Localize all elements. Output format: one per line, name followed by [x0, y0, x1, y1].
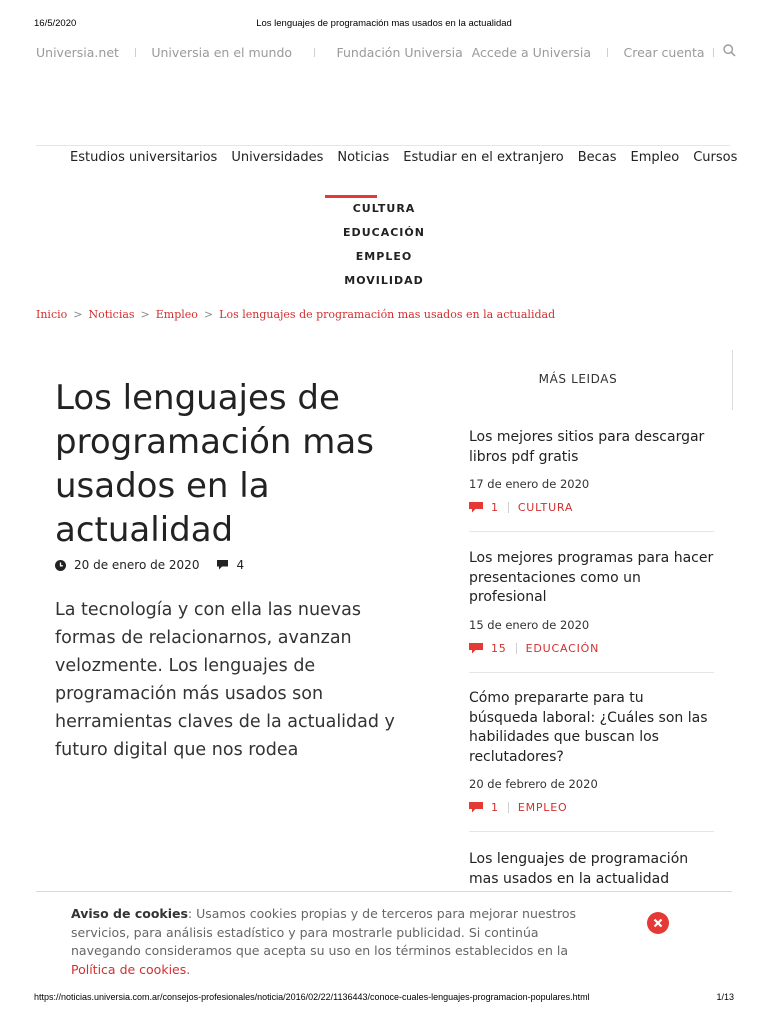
sidebar-article	[469, 549, 714, 673]
sub-nav	[320, 202, 448, 298]
header-divider	[36, 145, 730, 146]
cookie-policy-link[interactable]: Política de cookies	[71, 961, 187, 977]
sidebar-article-date: 15 de enero de 2020	[469, 617, 590, 632]
comment-icon[interactable]	[469, 502, 483, 513]
nav-universidades[interactable]: Universidades	[231, 150, 324, 165]
subnav-movilidad[interactable]: MOVILIDAD	[344, 274, 424, 287]
sidebar-article-title[interactable]: Cómo prepararte para tu búsqueda laboral: ¿Cuáles son las habilidades que buscan los reclutadores?	[469, 690, 708, 765]
sidebar-article	[469, 689, 714, 832]
print-title: Los lenguajes de programación mas usados en la actualidad	[256, 18, 512, 29]
breadcrumb-current[interactable]: Los lenguajes de programación mas usados en la actualidad	[219, 308, 556, 321]
article-lead: La tecnología y con ella las nuevas formas de relacionarnos, avanzan velozmente. Los lenguajes de programación más usados son herramientas claves de la actualidad y futuro digital que nos rodea	[55, 600, 395, 760]
breadcrumb: Inicio > Noticias > Empleo > Los lenguajes de programación mas usados en la actualidad	[36, 308, 556, 321]
nav-estudios[interactable]: Estudios universitarios	[70, 150, 218, 165]
nav-estudiar-extranjero[interactable]: Estudiar en el extranjero	[403, 150, 564, 165]
article-comment-count[interactable]: 4	[236, 558, 245, 572]
comment-count[interactable]: 1	[491, 801, 499, 814]
sidebar-article-date: 20 de febrero de 2020	[469, 777, 598, 791]
toplink-crear-cuenta[interactable]: Crear cuenta	[623, 44, 705, 60]
comment-icon[interactable]	[469, 643, 483, 654]
subnav-empleo[interactable]: EMPLEO	[355, 250, 413, 263]
toplink-fundacion[interactable]: Fundación Universia	[336, 44, 463, 60]
sidebar-article-meta	[469, 642, 714, 655]
toplink-accede[interactable]: Accede a Universia	[471, 44, 592, 60]
article-title: Los lenguajes de programación mas usados en la actualidad	[55, 378, 374, 550]
category-tag[interactable]: EDUCACIÓN	[525, 641, 600, 655]
cookie-close-button[interactable]	[647, 912, 669, 934]
main-nav	[70, 150, 751, 168]
sidebar-article	[469, 850, 714, 889]
print-url: https://noticias.universia.com.ar/consejos-profesionales/noticia/2016/02/22/1136443/conoce-cuales-lenguajes-programacion-populares.html	[34, 992, 590, 1002]
breadcrumb-inicio[interactable]: Inicio	[36, 308, 68, 321]
sidebar-article-title[interactable]: Los mejores programas para hacer presentaciones como un profesional	[469, 550, 714, 605]
sidebar-article-title[interactable]: Los lenguajes de programación mas usados en la actualidad	[469, 851, 689, 887]
subnav-educacion[interactable]: EDUCACIÓN	[343, 226, 425, 239]
sidebar-article-meta	[469, 501, 714, 514]
breadcrumb-empleo[interactable]: Empleo	[155, 308, 198, 321]
clock-icon	[55, 560, 66, 571]
nav-empleo[interactable]: Empleo	[630, 150, 680, 165]
search-icon[interactable]	[723, 44, 736, 60]
breadcrumb-noticias[interactable]: Noticias	[88, 308, 135, 321]
toplink-universia-mundo[interactable]: Universia en el mundo	[151, 44, 293, 60]
close-icon	[653, 918, 663, 928]
cookie-message: Aviso de cookies: Usamos cookies propias y de terceros para mejorar nuestros servicios, para análisis estadístico y para mostrarle publicidad. Si continúa navegando consideramos que acepta su uso en los términos establecidos en la Política de cookies.	[71, 906, 577, 977]
cookie-label: Aviso de cookies	[71, 906, 188, 921]
toplink-universia-net[interactable]: Universia.net	[36, 44, 119, 60]
nav-noticias[interactable]: Noticias	[337, 150, 390, 165]
comment-count[interactable]: 15	[491, 641, 507, 655]
print-date: 16/5/2020	[34, 18, 77, 29]
nav-cursos[interactable]: Cursos	[693, 150, 738, 165]
cookie-text: : Usamos cookies propias y de terceros para mejorar nuestros servicios, para análisis estadístico y para mostrarle publicidad. Si continúa navegando consideramos que acepta su uso en los términos establecidos en la	[71, 906, 577, 958]
nav-becas[interactable]: Becas	[577, 150, 617, 165]
comment-icon[interactable]	[469, 802, 483, 813]
top-links-bar	[36, 43, 736, 61]
subnav-active-indicator	[325, 195, 377, 198]
sidebar-article	[469, 428, 714, 532]
category-tag[interactable]: CULTURA	[517, 501, 574, 514]
sidebar-article-meta	[469, 801, 714, 814]
subnav-cultura[interactable]: CULTURA	[352, 202, 416, 215]
article-meta	[55, 558, 244, 572]
sidebar-article-title[interactable]: Los mejores sitios para descargar libros pdf gratis	[469, 429, 705, 465]
comment-icon[interactable]	[217, 560, 228, 570]
sidebar-heading: MÁS LEIDAS	[538, 372, 618, 386]
comment-count[interactable]: 1	[491, 501, 499, 514]
article-date: 20 de enero de 2020	[74, 558, 200, 572]
sidebar-divider	[732, 350, 733, 410]
sidebar-article-date: 17 de enero de 2020	[469, 477, 590, 491]
print-page-number: 1/13	[716, 992, 734, 1002]
category-tag[interactable]: EMPLEO	[517, 801, 568, 814]
